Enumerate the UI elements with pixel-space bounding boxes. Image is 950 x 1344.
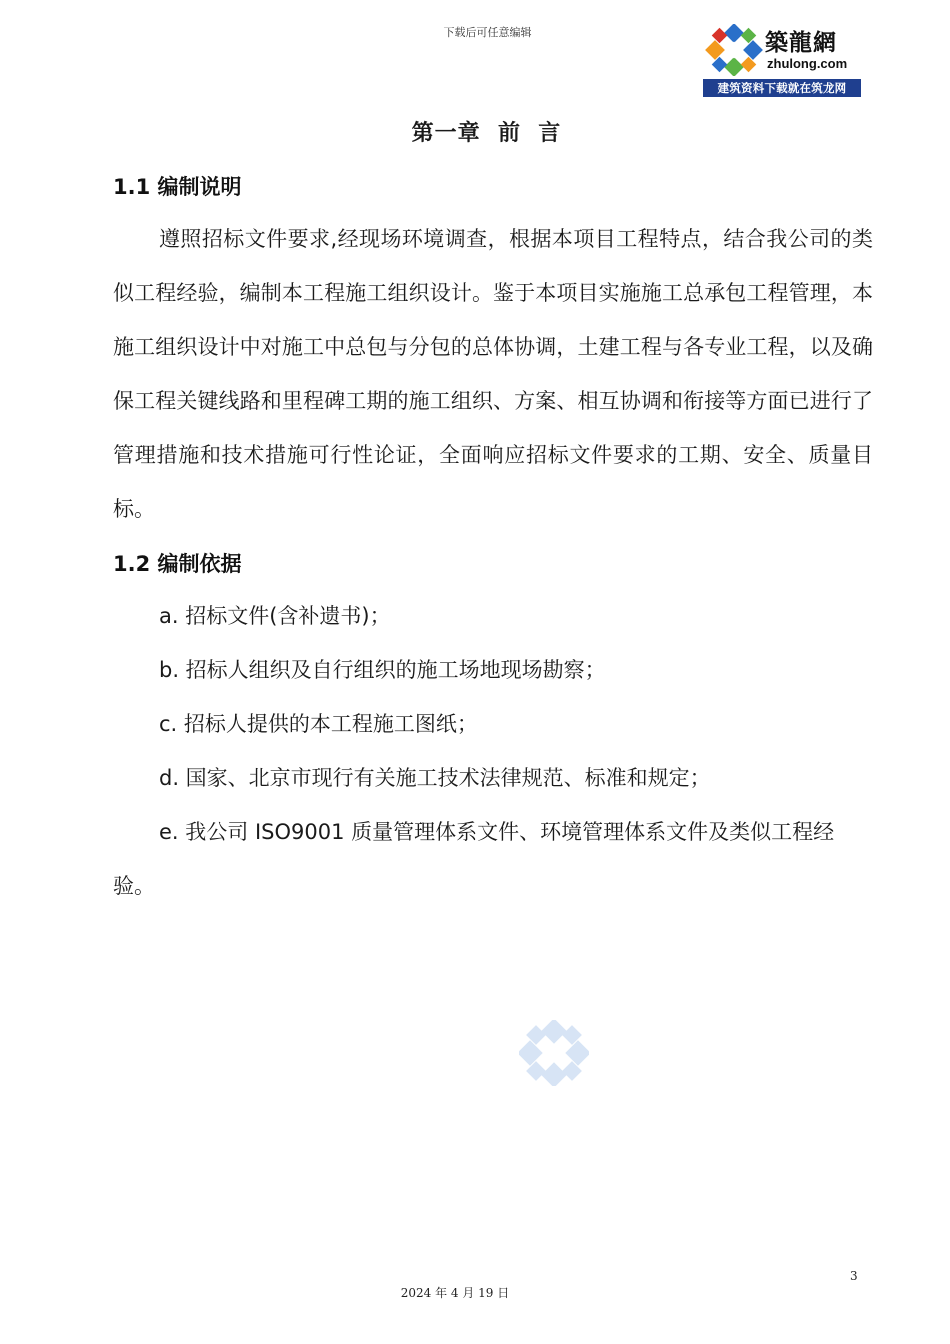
section-heading-1-1: 1.1 编制说明 [113, 175, 242, 199]
watermark-emblem-icon [519, 1020, 589, 1086]
logo-slogan: 建筑资料下载就在筑龙网 [703, 79, 861, 97]
basis-item-b: b. 招标人组织及自行组织的施工场地现场勘察； [159, 658, 606, 682]
zhulong-emblem-icon [705, 24, 763, 76]
footer-date: 2024 年 4 月 19 日 [400, 1286, 510, 1300]
zhulong-logo [703, 20, 861, 97]
section-1-1-paragraph: 遵照招标文件要求,经现场环境调查，根据本项目工程特点，结合我公司的类似工程经验，编制本工程施工组织设计。鉴于本项目实施施工总承包工程管理，本施工组织设计中对施工中总包与分包的总体协调，土建工程与各专业工程，以及确保工程关键线路和里程碑工期的施工组织、方案、相互协调和衔接等方面已进行了管理措施和技术措施可行性论证，全面响应招标文件要求的工期、安全、质量目标。 [113, 227, 873, 521]
basis-item-e: e. 我公司 ISO9001 质量管理体系文件、环境管理体系文件及类似工程经验。 [113, 820, 835, 898]
basis-item-c: c. 招标人提供的本工程施工图纸； [159, 712, 478, 736]
logo-domain: zhulong.com [767, 56, 848, 71]
basis-item-d: d. 国家、北京市现行有关施工技术法律规范、标准和规定； [159, 766, 711, 790]
basis-item-a: a. 招标文件(含补遗书)； [159, 604, 391, 628]
section-heading-1-2: 1.2 编制依据 [113, 552, 242, 576]
header-note: 下载后可任意编辑 [443, 26, 532, 39]
logo-name: 築龍網 [765, 29, 837, 56]
chapter-title: 第一章 前 言 [411, 121, 562, 146]
page-number: 3 [850, 1269, 858, 1283]
